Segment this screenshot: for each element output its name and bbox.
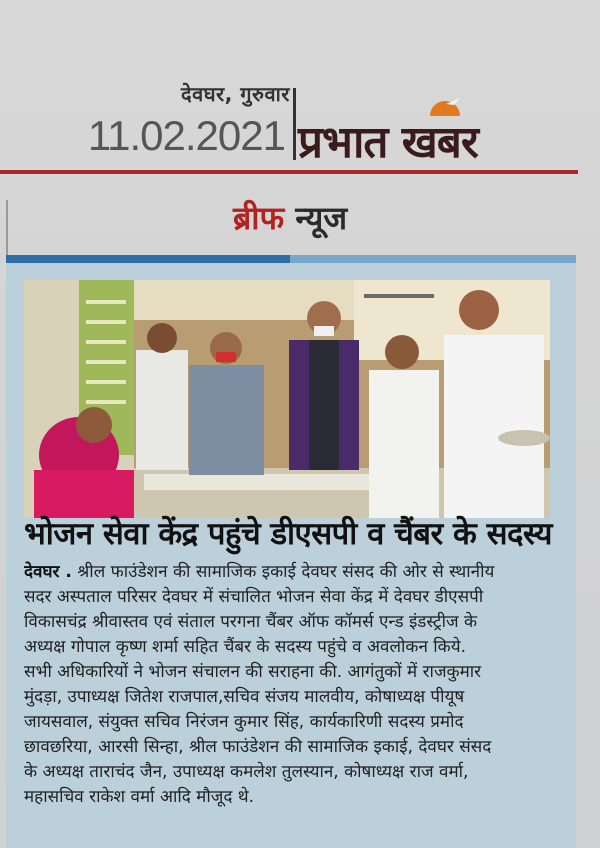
article-lead: देवघर . — [24, 562, 72, 582]
dateline: देवघर, गुरुवार — [180, 82, 290, 106]
article-line-text: श्रील फाउंडेशन की सामाजिक इकाई देवघर संसद की ओर से स्थानीय — [77, 562, 495, 582]
section-title — [0, 196, 580, 239]
article-body — [24, 560, 564, 810]
masthead-divider — [293, 88, 296, 160]
section-title-part1: ब्रीफ — [232, 199, 285, 237]
photo-illustration — [24, 280, 550, 518]
article-line: जायसवाल, संयुक्त सचिव निरंजन कुमार सिंह, कार्यकारिणी सदस्य प्रमोद — [24, 712, 464, 732]
newspaper-logo — [298, 96, 588, 166]
article-line: विकासचंद्र श्रीवास्तव एवं संताल परगना चैंबर ऑफ कॉमर्स एन्ड इंडस्ट्रीज के — [24, 612, 478, 632]
article-line: मुंदड़ा, उपाध्यक्ष जितेश राजपाल,सचिव संजय मालवीय, कोषाध्यक्ष पीयूष — [24, 687, 465, 707]
article-line: अध्यक्ष गोपाल कृष्ण शर्मा सहित चैंबर के सदस्य पहुंचे व अवलोकन किये. — [24, 637, 467, 657]
logo-text: प्रभात खबर — [298, 117, 478, 168]
article-line: छावछरिया, आरसी सिन्हा, श्रील फाउंडेशन की सामाजिक इकाई, देवघर संसद — [24, 737, 492, 757]
article-line: सदर अस्पताल परिसर देवघर में संचालित भोजन सेवा केंद्र में देवघर डीएसपी — [24, 587, 484, 607]
section-title-part2: न्यूज — [295, 199, 348, 237]
section-bar-light — [290, 255, 576, 263]
article-line: महासचिव राकेश वर्मा आदि मौजूद थे. — [24, 787, 255, 807]
article-line — [24, 560, 564, 585]
masthead-rule — [0, 170, 578, 174]
publication-date: 11.02.2021 — [87, 112, 285, 159]
article-line: सभी अधिकारियों ने भोजन संचालन की सराहना की. आगंतुकों में राजकुमार — [24, 662, 482, 682]
article-line: के अध्यक्ष ताराचंद जैन, उपाध्यक्ष कमलेश तुलस्यान, कोषाध्यक्ष राज वर्मा, — [24, 762, 469, 782]
article-headline: भोजन सेवा केंद्र पहुंचे डीएसपी व चैंबर के सदस्य — [24, 516, 553, 552]
news-photo — [24, 280, 550, 518]
